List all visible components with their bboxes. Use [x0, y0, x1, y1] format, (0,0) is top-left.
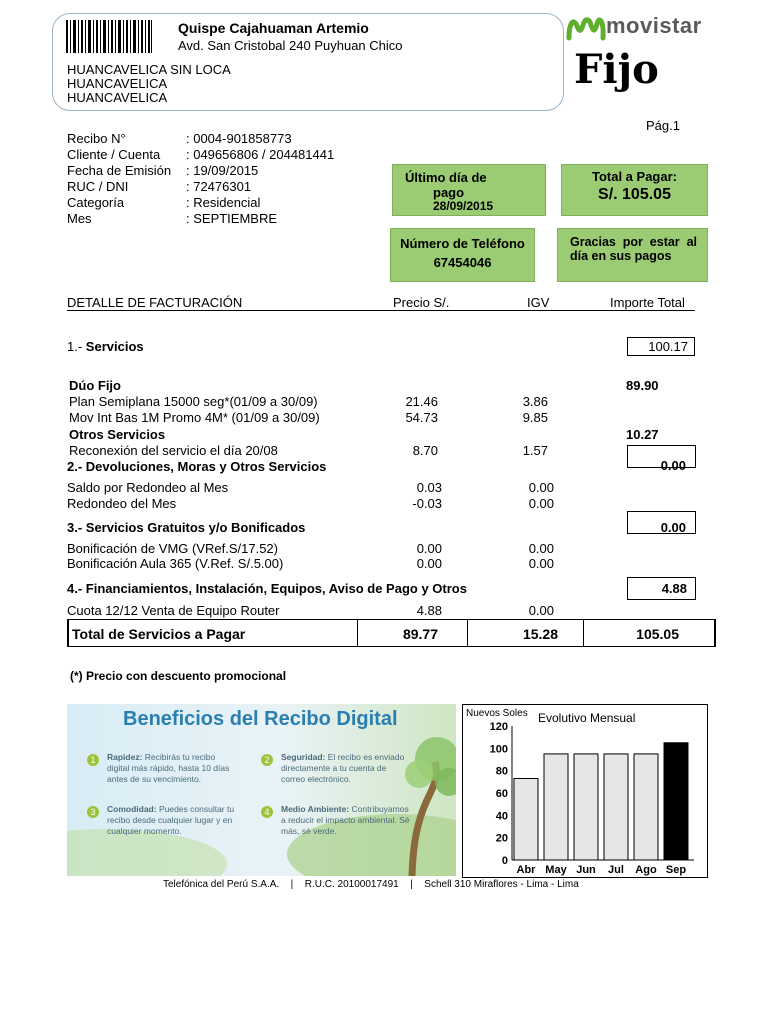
chart-title: Evolutivo Mensual	[538, 711, 636, 725]
totals-amount: 105.05	[636, 626, 679, 642]
totals-igv: 15.28	[522, 626, 558, 642]
line-price: 8.70	[412, 443, 438, 458]
chart-bar-ago	[634, 754, 658, 860]
benefit-text: Contribuyamos a reducir el impacto ambiental. Sé más, sé verde.	[281, 804, 410, 836]
chart-y-tick-label: 20	[495, 832, 508, 845]
line-description: Redondeo del Mes	[67, 496, 177, 511]
chart-y-tick-label: 0	[501, 855, 508, 867]
info-label: Fecha de Emisión	[67, 163, 172, 178]
duo-fijo-title: Dúo Fijo	[69, 378, 121, 393]
chart-bar-abr	[514, 778, 538, 860]
brand-name: movistar	[606, 13, 702, 38]
line-igv: 0.00	[528, 603, 554, 618]
line-description: Saldo por Redondeo al Mes	[67, 480, 229, 495]
chart-bar-jun	[574, 754, 598, 860]
benefit-text: Puedes consultar tu recibo desde cualquier lugar y en cualquier momento.	[107, 804, 235, 836]
line-price: 21.46	[405, 394, 438, 409]
benefit-number-badge: 1	[87, 754, 99, 766]
line-price: 0.00	[416, 556, 442, 571]
footer-separator: |	[290, 879, 294, 890]
line-description: Bonificación de VMG (VRef.S/17.52)	[67, 541, 278, 556]
chart-x-tick-label: Sep	[665, 864, 687, 876]
page-number: Pág.1	[646, 118, 680, 133]
thanks-box	[557, 228, 708, 282]
last-payment-day-label-2: pago	[433, 185, 465, 200]
phone-number-label: Número de Teléfono	[400, 236, 525, 251]
other-services-total: 10.27	[626, 427, 659, 442]
section-2-total: 0.00	[660, 458, 686, 473]
info-label: Cliente / Cuenta	[67, 147, 161, 162]
line-igv: 9.85	[522, 410, 548, 425]
line-price: 54.73	[405, 410, 438, 425]
chart-x-tick-label: May	[545, 864, 567, 876]
chart-x-tick-label: Abr	[516, 864, 536, 876]
customer-address: Avd. San Cristobal 240 Puyhuan Chico	[178, 38, 403, 53]
chart-bar-sep	[664, 743, 688, 860]
line-description: Mov Int Bas 1M Promo 4M* (01/09 a 30/09)	[69, 410, 320, 425]
line-description: Reconexión del servicio el día 20/08	[69, 443, 278, 458]
line-igv: 0.00	[528, 480, 554, 495]
benefit-number-badge: 3	[87, 806, 99, 818]
section-1-name: Servicios	[85, 339, 144, 354]
other-services-title: Otros Servicios	[69, 427, 166, 442]
city-line-3: HUANCAVELICA	[67, 90, 168, 105]
promo-note: (*) Precio con descuento promocional	[70, 669, 287, 683]
chart-x-tick-label: Jun	[576, 864, 596, 876]
chart-x-tick-label: Ago	[635, 864, 657, 876]
monthly-bar-chart	[462, 704, 708, 878]
totals-price-cell	[357, 620, 468, 646]
line-price: 4.88	[416, 603, 442, 618]
benefit-number-badge: 2	[261, 754, 273, 766]
info-label: Categoría	[67, 195, 125, 210]
footer-company: Telefónica del Perú S.A.A.	[163, 879, 280, 890]
movistar-logo-icon	[566, 12, 606, 42]
benefit-text: Recibirás tu recibo digital más rápido, hasta 10 días antes de su vencimiento.	[107, 752, 230, 784]
section-1-title	[67, 339, 144, 354]
last-payment-day-box	[392, 164, 546, 216]
benefit-heading: Rapidez:	[107, 752, 143, 762]
chart-y-tick-label: 80	[495, 765, 508, 778]
last-payment-day-value: 28/09/2015	[433, 199, 494, 213]
info-value: : 19/09/2015	[186, 163, 259, 178]
benefit-heading: Seguridad:	[281, 752, 326, 762]
total-amount-header: Importe Total	[610, 295, 685, 310]
section-4-title: 4.- Financiamientos, Instalación, Equipos, Aviso de Pago y Otros	[67, 581, 467, 596]
section-3-title: 3.- Servicios Gratuitos y/o Bonificados	[67, 520, 306, 535]
total-to-pay-value: S/. 105.05	[598, 186, 671, 203]
totals-igv-cell	[467, 620, 584, 646]
info-value: : 0004-901858773	[186, 131, 292, 146]
digital-receipt-banner	[67, 704, 456, 876]
last-payment-day-label: Último día de	[405, 170, 487, 185]
totals-amount-cell	[583, 620, 713, 646]
line-igv: 0.00	[528, 541, 554, 556]
totals-label: Total de Servicios a Pagar	[72, 626, 246, 642]
info-value: : Residencial	[186, 195, 261, 210]
info-label: Mes	[67, 211, 92, 226]
chart-x-tick-label: Jul	[608, 864, 624, 876]
customer-name: Quispe Cajahuaman Artemio	[178, 20, 369, 36]
line-description: Bonificación Aula 365 (V.Ref. S/.5.00)	[67, 556, 284, 571]
footer-ruc: R.U.C. 20100017491	[304, 879, 399, 890]
phone-number-box	[390, 228, 535, 282]
line-igv: 3.86	[522, 394, 548, 409]
igv-header: IGV	[527, 295, 550, 310]
line-price: 0.00	[416, 541, 442, 556]
info-label: Recibo N°	[67, 131, 126, 146]
banner-title: Beneficios del Recibo Digital	[123, 708, 398, 730]
section-3-total: 0.00	[660, 520, 686, 535]
line-igv: 0.00	[528, 556, 554, 571]
chart-y-tick-label: 40	[495, 810, 508, 823]
price-header: Precio S/.	[393, 295, 450, 310]
footer	[163, 879, 579, 890]
benefit-number-badge: 4	[261, 806, 273, 818]
section-1-prefix: 1.-	[67, 339, 86, 354]
total-to-pay-label: Total a Pagar:	[591, 169, 677, 184]
benefit-heading: Comodidad:	[107, 804, 157, 814]
line-price: -0.03	[412, 496, 442, 511]
section-4-total: 4.88	[627, 577, 696, 600]
thanks-message: Gracias por estar al día en sus pagos	[570, 235, 697, 263]
benefit-text: El recibo es enviado directamente a tu cuenta de correo electrónico.	[281, 752, 405, 784]
detail-header: DETALLE DE FACTURACIÓN	[67, 295, 243, 310]
duo-fijo-total: 89.90	[626, 378, 659, 393]
info-value: : SEPTIEMBRE	[186, 211, 278, 226]
chart-bar-may	[544, 754, 568, 860]
line-igv: 0.00	[528, 496, 554, 511]
footer-separator: |	[410, 879, 413, 890]
totals-row	[67, 619, 716, 647]
line-igv: 1.57	[522, 443, 548, 458]
line-description: Cuota 12/12 Venta de Equipo Router	[67, 603, 280, 618]
total-to-pay-box	[561, 164, 708, 216]
section-2-title: 2.- Devoluciones, Moras y Otros Servicios	[67, 459, 327, 474]
chart-y-tick-label: 120	[489, 721, 508, 733]
totals-price: 89.77	[402, 626, 438, 642]
benefit-heading: Medio Ambiente:	[281, 804, 350, 814]
line-description: Plan Semiplana 15000 seg*(01/09 a 30/09)	[69, 394, 318, 409]
chart-y-tick-label: 100	[489, 743, 508, 756]
header-underline	[67, 310, 695, 311]
info-value: : 72476301	[186, 179, 252, 194]
chart-ylabel: Nuevos Soles	[466, 708, 528, 719]
section-1-total: 100.17	[627, 337, 695, 356]
chart-bar-jul	[604, 754, 628, 860]
info-label: RUC / DNI	[67, 179, 129, 194]
chart-y-tick-label: 60	[495, 788, 508, 800]
line-price: 0.03	[416, 480, 442, 495]
phone-number-value: 67454046	[433, 255, 492, 270]
city-line-1: HUANCAVELICA SIN LOCA	[67, 62, 231, 77]
city-line-2: HUANCAVELICA	[67, 76, 168, 91]
product-name: Fijo	[574, 46, 659, 93]
info-value: : 049656806 / 204481441	[186, 147, 335, 162]
barcode	[66, 20, 152, 53]
footer-address: Schell 310 Miraflores - Lima - Lima	[424, 879, 579, 890]
